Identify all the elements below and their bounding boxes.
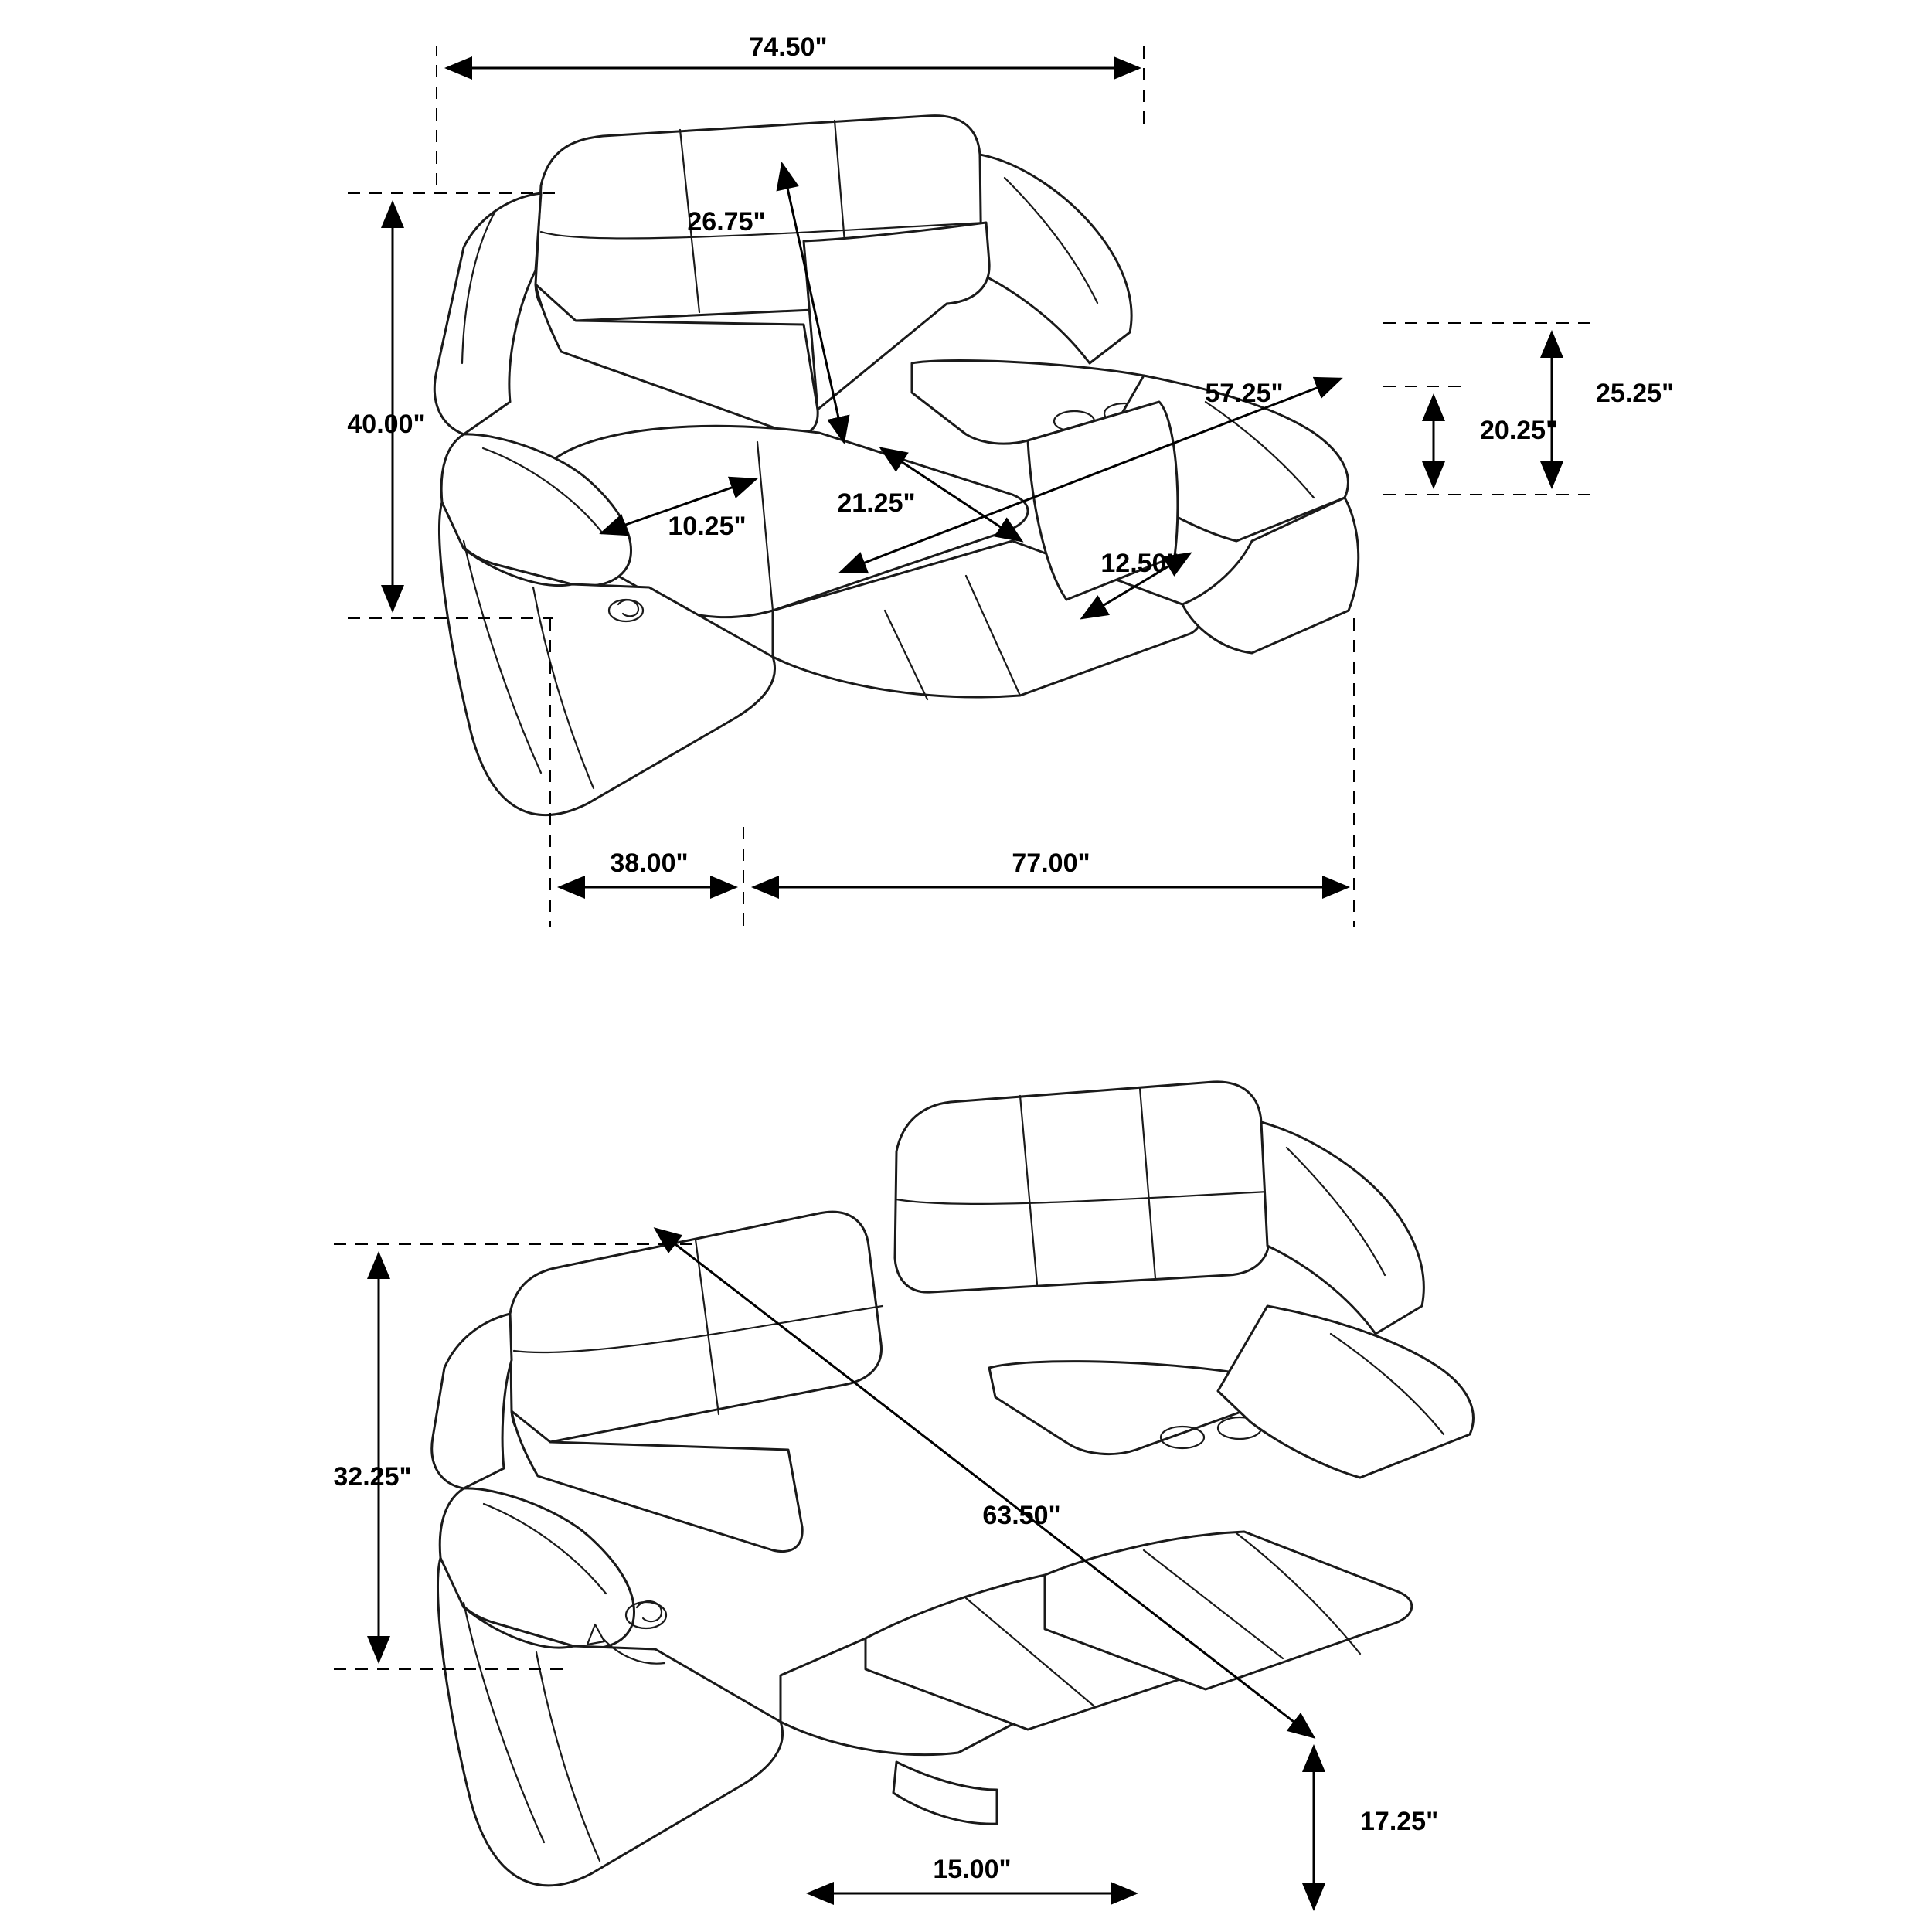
dim-footrest-extension: 15.00": [933, 1855, 1012, 1884]
dim-overall-back-width: 74.50": [749, 32, 828, 62]
dim-overall-height: 40.00": [347, 410, 426, 439]
reclined-sofa-illustration: [432, 1082, 1474, 1886]
dim-seat-depth: 21.25": [837, 488, 916, 518]
dim-back-height: 26.75": [687, 207, 766, 236]
dim-arm-height: 25.25": [1596, 379, 1675, 408]
dim-overall-width: 77.00": [1012, 849, 1090, 878]
dim-seat-height: 20.25": [1480, 416, 1559, 445]
upright-sofa-illustration: [434, 116, 1358, 815]
dim-console-depth: 12.50": [1100, 549, 1179, 578]
dim-arm-width: 10.25": [668, 512, 747, 541]
dim-seat-width: 57.25": [1205, 379, 1284, 408]
dim-footrest-height: 17.25": [1360, 1807, 1439, 1836]
dim-reclined-height: 32.25": [333, 1462, 412, 1492]
dim-side-depth: 38.00": [610, 849, 689, 878]
dim-reclined-depth: 63.50": [982, 1501, 1061, 1530]
